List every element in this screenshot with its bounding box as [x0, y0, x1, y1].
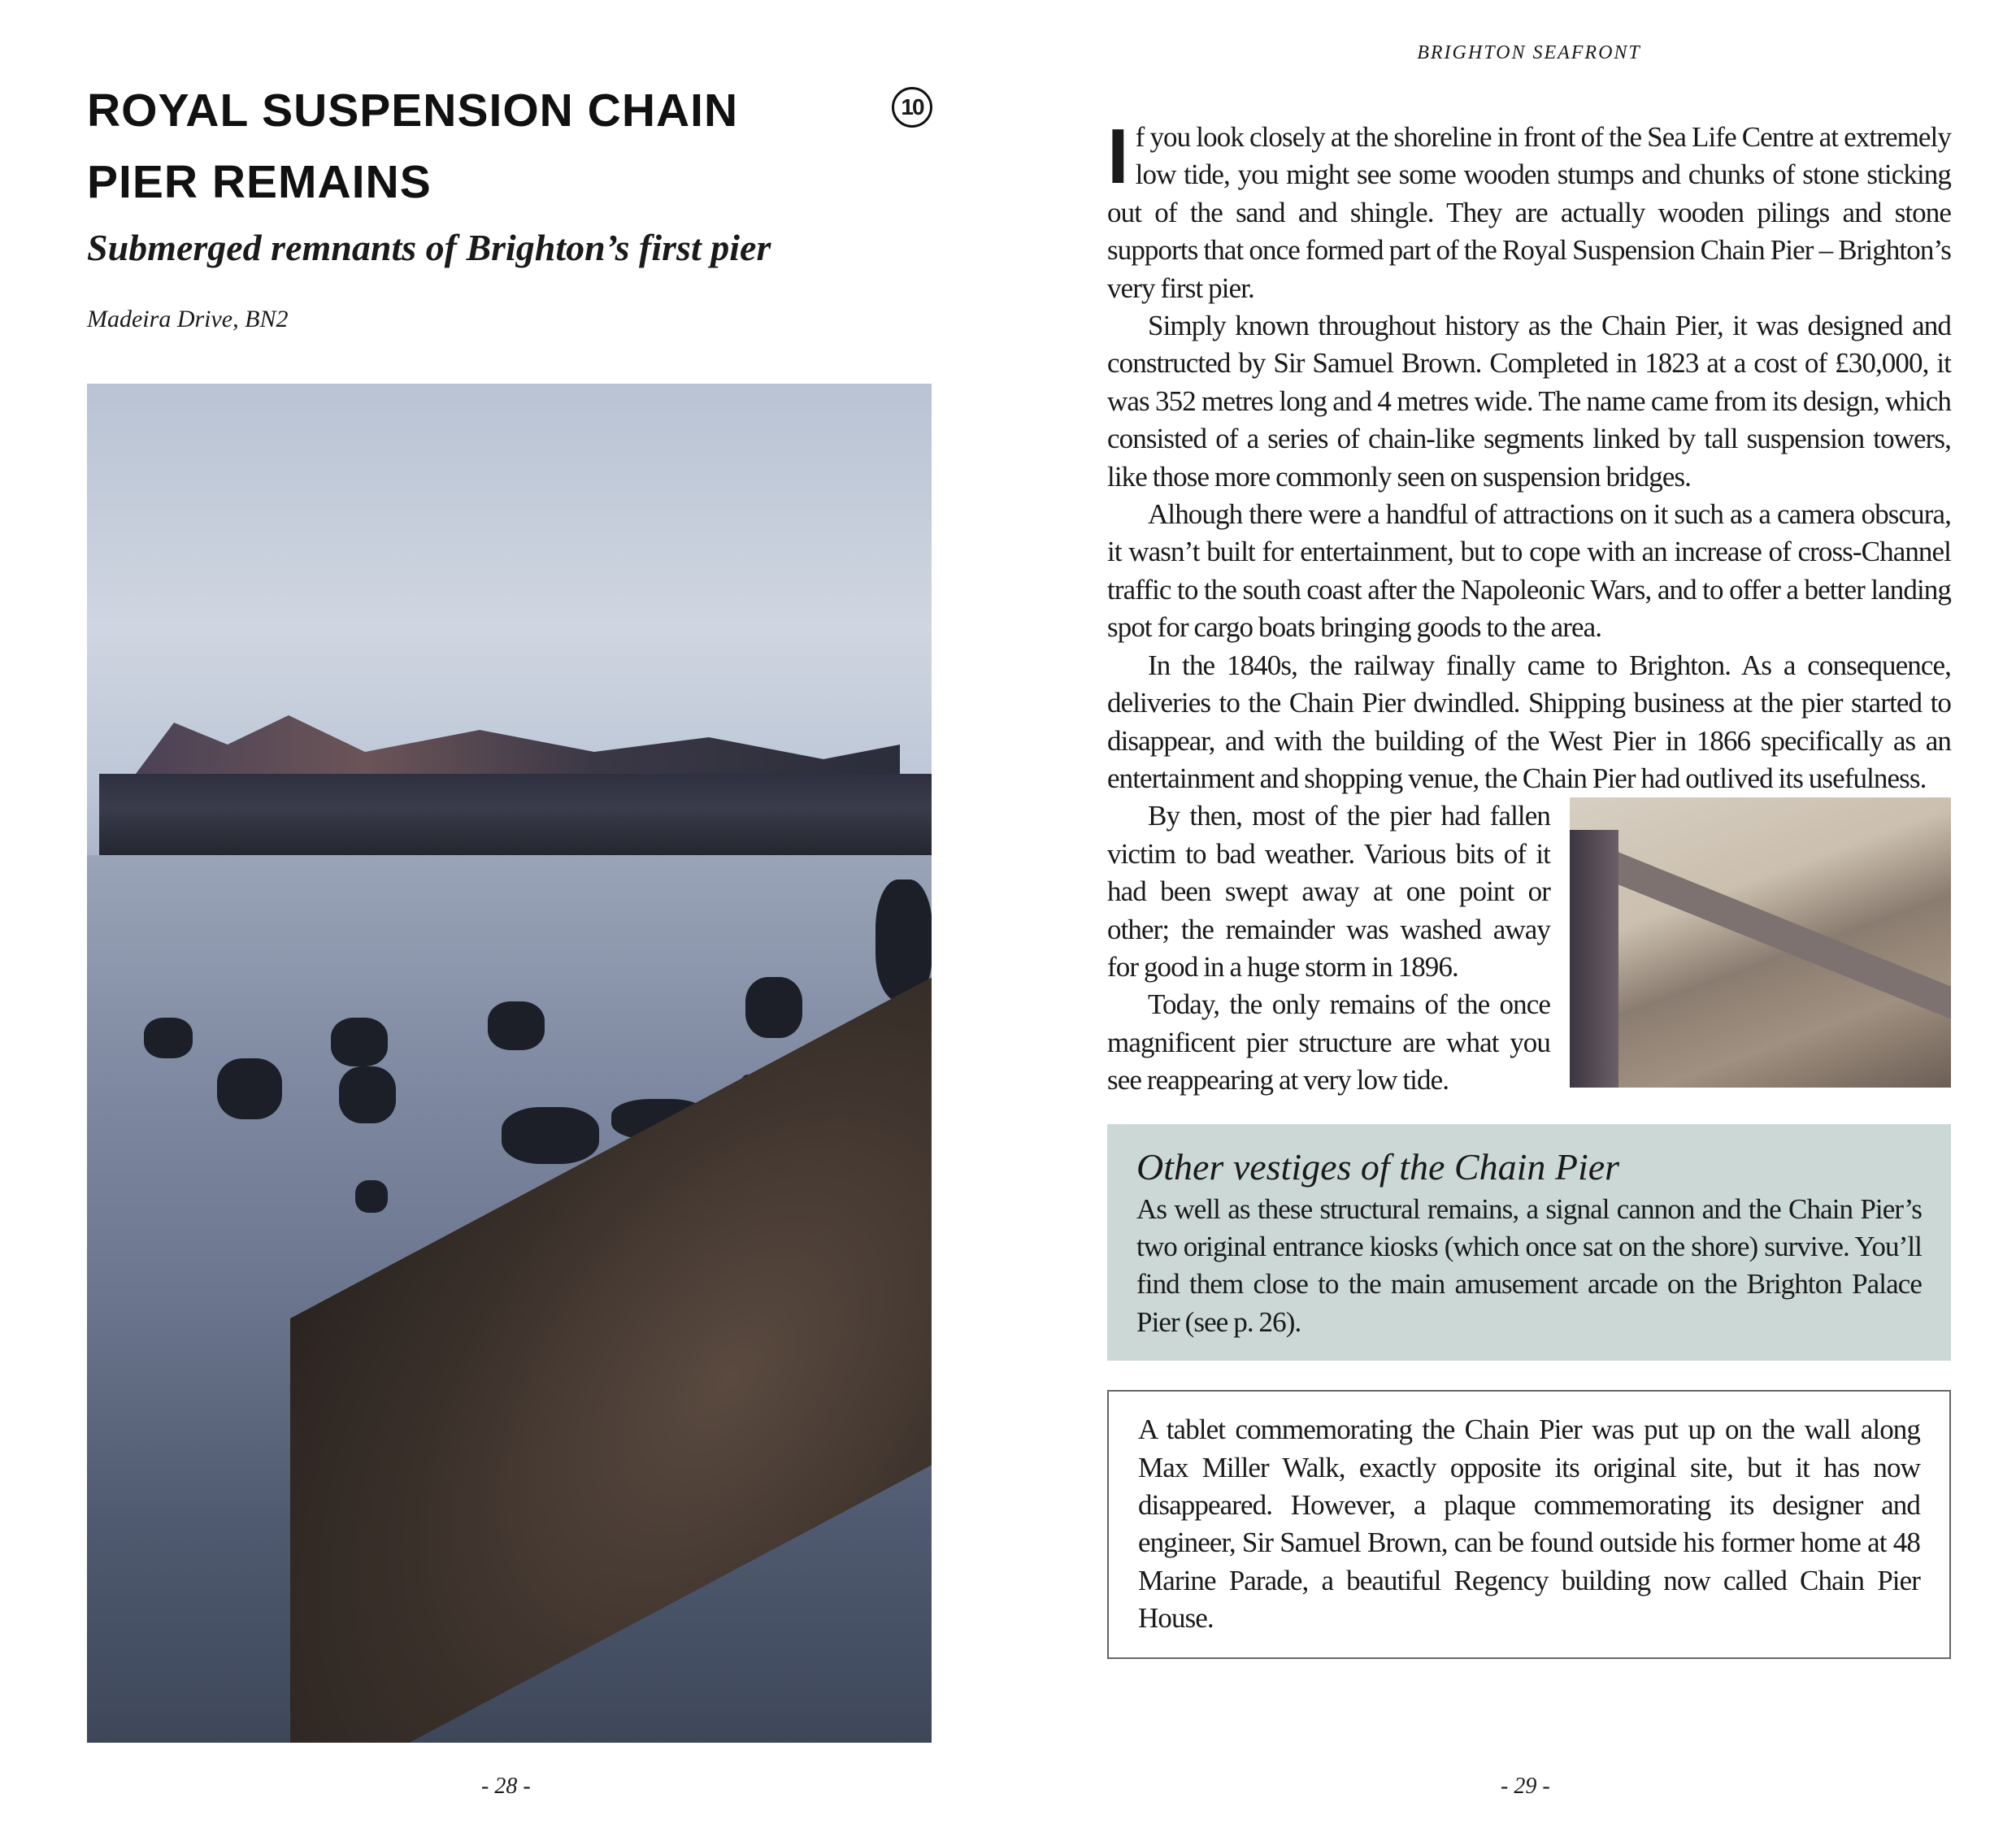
address: Madeira Drive, BN2 [87, 306, 289, 332]
stone [144, 1018, 193, 1058]
note-box: A tablet commemorating the Chain Pier was put up on the wall along Max Miller Walk, exactly opposite its original site, but it has now disappeared. However, a plaque commemorating its designer and engineer, Sir Samuel Brown, can be found outside his former home at 48 Marine Parade, a beautiful Regency building now called Chain Pier House. [1107, 1390, 1951, 1658]
sidebar-box [1107, 1124, 1951, 1361]
paragraph [1107, 113, 1951, 307]
stone [355, 1180, 388, 1213]
subtitle: Submerged remnants of Brighton’s first pier [87, 227, 771, 268]
entry-number-badge: 10 [892, 87, 932, 128]
running-header: BRIGHTON SEAFRONT [1417, 42, 1641, 63]
paragraph: In the 1840s, the railway finally came to Brighton. As a consequence, deliveries to the Chain Pier dwindled. Shipping business at the pier started to disappear, and with the building of the West Pier in 1866 specifically as an entertainment and shopping venue, the Chain Pier had outlived its usefulness. [1107, 649, 1951, 794]
stone [331, 1018, 388, 1066]
pier-buildings [136, 701, 900, 774]
right-page-column [1107, 113, 1951, 1659]
sidebar-title: Other vestiges of the Chain Pier [1136, 1145, 1620, 1188]
paragraph: Simply known throughout history as the Chain Pier, it was designed and constructed by Sir Samuel Brown. Completed in 1823 at a cost of £30,000, it was 352 metres long and 4 metres wide. The name came from its design, which consisted of a series of chain-like segments linked by tall suspension towers, like those more commonly seen on suspension bridges. [1107, 310, 1951, 493]
stone [502, 1107, 599, 1164]
sidebar-text: As well as these structural remains, a signal cannon and the Chain Pier’s two original entrance kiosks (which once sat on the shore) survive. You’ll find them close to the main amusement arcade on the Brighton Palace Pier (see p. 26). [1136, 1192, 1922, 1338]
pier-photo [87, 384, 932, 1743]
page-number-right: - 29 - [1501, 1774, 1550, 1799]
stone [339, 1066, 396, 1123]
paragraph: Alhough there were a handful of attractions on it such as a camera obscura, it wasn’t built for entertainment, but to cope with an increase of cross-Channel traffic to the south coast after the Napoleonic Wars, and to offer a better landing spot for cargo boats bringing goods to the area. [1107, 498, 1951, 644]
historic-seafront-photo [1570, 797, 1951, 1088]
paragraph: By then, most of the pier had fallen victim to bad weather. Various bits of it had been swept away at one point or other; the remainder was washed away for good in a huge storm in 1896. [1107, 800, 1550, 983]
drop-cap: I [1107, 113, 1129, 200]
paragraph-text: f you look closely at the shoreline in front of the Sea Life Centre at extremely low tide, you might see some wooden stumps and chunks of stone sticking out of the sand and shingle. They are actually wooden pilings and stone supports that once formed part of the Royal Suspension Chain Pier – Brighton’s very first pier. [1107, 121, 1951, 304]
page-number-left: - 28 - [481, 1774, 531, 1799]
stone [745, 977, 802, 1038]
pier-structure [99, 774, 932, 855]
stone [488, 1001, 545, 1050]
stone [217, 1058, 282, 1119]
page-title: ROYAL SUSPENSION CHAIN PIER REMAINS [87, 85, 739, 208]
article-body [1107, 113, 1951, 1100]
paragraph: Today, the only remains of the once magnificent pier structure are what you see reappearing at very low tide. [1107, 988, 1550, 1097]
